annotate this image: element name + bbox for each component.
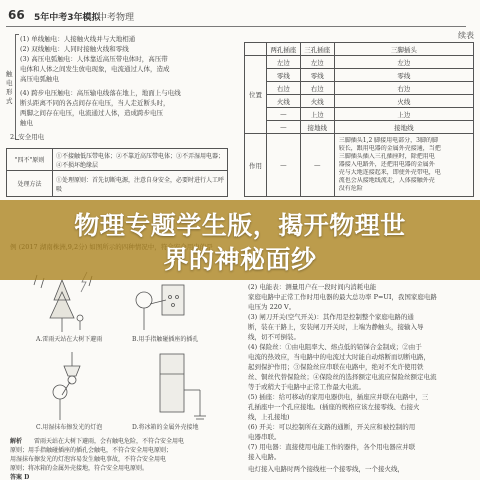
text-line: 触电: [20, 119, 33, 127]
text-line: 用湿抹布擦发光的灯泡容易发生触电事故，不符合安全用电: [10, 456, 167, 463]
note-line: 流也会从接地线流走，人体接触外壳: [338, 177, 435, 184]
table-header: 两孔插座: [267, 43, 301, 56]
text-line: 雷雨天站在大树下避雨，会有触电危险，不符合安全用电: [34, 438, 185, 445]
illustration-c: [53, 352, 80, 420]
text-line: 孔插座中一个孔应接地。(插座的规格应该左接零线、右接火: [248, 403, 420, 411]
safety-table: [6, 148, 228, 197]
text-line: 原则；用手指触碰插座的插孔会触电，不符合安全用电原则；: [10, 447, 173, 454]
table-header-row: [245, 43, 474, 56]
table-header: 三脚插头: [334, 43, 473, 56]
table-cell: 零线: [267, 69, 301, 82]
table-row: [7, 171, 228, 197]
table-cell: "四不"原则: [7, 149, 53, 171]
book-subject: 中考物理: [98, 13, 135, 23]
bracket-line: [15, 34, 19, 140]
section-heading: 2. 安全用电: [10, 133, 45, 141]
table-cell: ①不接触低压带电体；②不靠近高压带电体；③不弄湿用电器；④不损坏绝缘层: [53, 149, 228, 171]
note-line: 较长，跟用电器的金属外壳接通，当把: [338, 145, 441, 152]
illustration-a: [34, 272, 92, 332]
text-line: 断，装在干路上，安装闸刀开关时，上端为静触头，接输入导: [248, 323, 424, 331]
text-line: (3) 闸刀开关(空气开关)：其作用是控制整个家庭电路的通: [248, 313, 414, 321]
text-line: (4) 跨步电压触电：高压输电线落在地上，地面上与电线: [20, 89, 181, 97]
note-line: 三脚插头插入三孔插座时，除把用电: [338, 153, 435, 160]
text-line: (3) 高压电弧触电：人体靠近高压带电体时，高压带: [20, 55, 168, 63]
text-line: 电体和人体之间发生放电现象，电流通过人体，造成: [20, 65, 170, 73]
caption-d: D.将冰箱的金属外壳接地: [132, 424, 199, 431]
table-cell: 右边: [267, 82, 301, 95]
table-cell: 接地线: [300, 121, 334, 134]
table-cell: —: [300, 134, 334, 197]
continued-label: 续表: [458, 31, 474, 40]
note-line: 三脚插头1,2 脚接用电部分，3脚的脚: [338, 137, 438, 144]
text-line: 线，切不可倒装。: [248, 333, 300, 341]
table-cell: 左边: [334, 56, 473, 69]
table-cell: 处理方法: [7, 171, 53, 197]
promo-banner: [0, 200, 480, 280]
caption-b: B.用手指触碰插座的插孔: [132, 336, 199, 343]
table-cell: 作用: [245, 134, 267, 197]
caption-c: C.用湿抹布擦发光的灯泡: [36, 424, 103, 431]
table-cell: 上边: [334, 108, 473, 121]
table-row: [245, 134, 474, 197]
note-line: 壳与大地连接起来，即使外壳带电，电: [338, 169, 441, 176]
table-row: [245, 56, 474, 69]
note-cell: [334, 134, 473, 197]
table-row: [7, 149, 228, 171]
table-row: [245, 69, 474, 82]
explain-label: 解析: [10, 438, 23, 445]
text-line: 线，上孔接地): [248, 413, 290, 421]
text-line: (6) 开关：可以控制所在支路的通断，开关应和被控制的用: [248, 423, 416, 431]
table-cell: —: [267, 134, 301, 197]
table-cell: 零线: [300, 69, 334, 82]
illustration-b: [136, 285, 184, 330]
table-cell: 火线: [334, 95, 473, 108]
table-cell: 火线: [300, 95, 334, 108]
text-line: 电灯接入电路时两个接线柱一个接零线，一个接火线，: [248, 465, 404, 473]
text-line: 起到保护作用；③保险丝应串联在电路中，绝对不允许使用铁: [248, 363, 424, 371]
table-cell: 右边: [300, 82, 334, 95]
text-line: 接入电路。: [248, 453, 281, 461]
text-line: 两脚之间存在电压，电流通过人体，造成跨步电压: [20, 109, 163, 117]
table-row: [245, 95, 474, 108]
text-line: (2) 电能表：测量用户在一段时间内消耗电能: [248, 283, 377, 291]
text-line: 原则；将冰箱的金属外壳接地，符合安全用电原则。: [10, 465, 149, 472]
note-line: 器接入电路外，还把用电器的金属外: [338, 161, 435, 168]
table-cell: 火线: [267, 95, 301, 108]
text-line: 电流的热效应，当电路中的电流过大时能自动熔断而切断电路，: [248, 353, 430, 361]
text-line: 断头距离不同的各点间存在电压，当人走近断头时，: [20, 99, 170, 107]
banner-title-line1: 物理专题学生版，揭开物理世: [74, 211, 406, 240]
table-cell: 左边: [267, 56, 301, 69]
text-line: (4) 保险丝：①由电阻率大、熔点低的铅锑合金制成；②由于: [248, 343, 422, 351]
caption-a: A.雷雨天站在大树下避雨: [36, 336, 103, 343]
answer: 答案 D: [10, 474, 30, 480]
table-header: [245, 43, 267, 56]
note-line: 没有危险: [338, 185, 363, 192]
text-line: (1) 单线触电：人接触火线并与大地相通: [20, 35, 136, 43]
table-cell: 左边: [300, 56, 334, 69]
table-row: [245, 121, 474, 134]
table-row: [245, 82, 474, 95]
text-line: 高压电弧触电: [20, 75, 59, 83]
text-line: 电压为 220 V。: [248, 303, 296, 311]
table-cell: 接地线: [334, 121, 473, 134]
safety-illustrations: [32, 270, 222, 430]
book-title: 5年中考3年模拟: [34, 13, 101, 23]
text-line: 家庭电路中正常工作时用电器的最大总功率 P=UI，我国家庭电路: [248, 293, 437, 301]
table-cell: 位置: [245, 56, 267, 134]
table-header: 三孔插座: [300, 43, 334, 56]
text-line: 等于或稍大于电路中正常工作最大电流。: [248, 383, 365, 391]
table-cell: —: [267, 121, 301, 134]
text-line: (5) 插座：给可移动的家用电器供电，插座应并联在电路中，三: [248, 393, 429, 401]
page-header: [6, 5, 466, 27]
banner-title-line2: 界的神秘面纱: [163, 245, 317, 274]
side-label: 触电形式: [6, 70, 13, 105]
text-line: 丝、铜丝代替保险丝；④保险丝的选择额定电流应保险丝额定电流: [248, 373, 437, 381]
table-cell: 上边: [300, 108, 334, 121]
illustration-grid: [32, 270, 222, 430]
table-cell: 右边: [334, 82, 473, 95]
illustration-d: [160, 354, 206, 419]
page-number: 66: [8, 8, 25, 22]
table-row: [245, 108, 474, 121]
table-cell: —: [267, 108, 301, 121]
table-cell: 零线: [334, 69, 473, 82]
text-line: 电器串联。: [248, 433, 281, 441]
text-line: (2) 双线触电：人同时接触火线和零线: [20, 45, 129, 53]
socket-table: [244, 42, 474, 197]
table-cell: ①处理原则：首先切断电源，注意自身安全，必要时进行人工呼吸: [53, 171, 228, 197]
text-line: (7) 用电器：直接使用电能工作的器件，各个用电器应并联: [248, 443, 416, 451]
